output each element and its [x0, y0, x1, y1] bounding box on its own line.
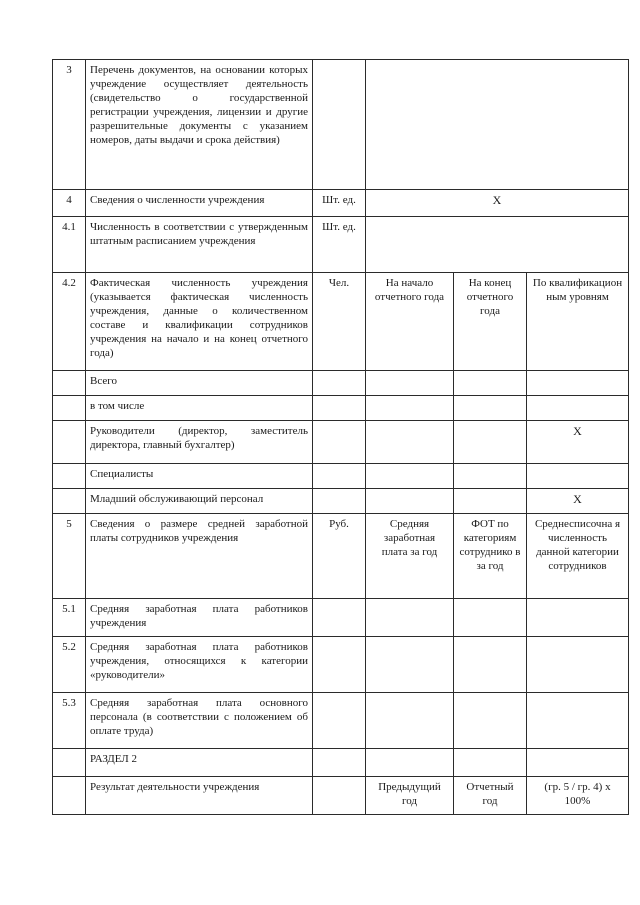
cell — [454, 693, 527, 749]
cross-mark: X — [527, 489, 629, 514]
row-description: Сведения о численности учреждения — [86, 190, 313, 217]
row-description: Сведения о размере средней заработной платы сотрудников учреждения — [86, 514, 313, 599]
row-number: 3 — [53, 60, 86, 190]
row-unit: Шт. ед. — [313, 217, 366, 273]
row-number — [53, 396, 86, 421]
cell — [366, 693, 454, 749]
row-description: Всего — [86, 371, 313, 396]
cell — [366, 489, 454, 514]
row-number — [53, 371, 86, 396]
row-value — [366, 60, 629, 190]
row-description: Фактическая численность учреждения (указывается фактическая численность учреждения, данные о количественном составе и квалификации сотрудников учреждения на начало и на конец отчетного года) — [86, 273, 313, 371]
table-row — [53, 396, 629, 421]
table-row — [53, 637, 629, 693]
cell — [366, 749, 454, 777]
table-row — [53, 60, 629, 190]
column-header-formula: (гр. 5 / гр. 4) x 100% — [527, 777, 629, 815]
row-unit: Шт. ед. — [313, 190, 366, 217]
cell — [454, 599, 527, 637]
row-number: 5.3 — [53, 693, 86, 749]
row-description: Результат деятельности учреждения — [86, 777, 313, 815]
column-header-qualification-levels: По квалификацион ным уровням — [527, 273, 629, 371]
row-number — [53, 777, 86, 815]
cell — [366, 371, 454, 396]
cell — [454, 396, 527, 421]
column-header-average-salary: Средняя заработная плата за год — [366, 514, 454, 599]
table-row — [53, 777, 629, 815]
cell — [366, 637, 454, 693]
row-number — [53, 464, 86, 489]
cell — [454, 489, 527, 514]
cell — [366, 396, 454, 421]
row-description: Средняя заработная плата работников учреждения, относящихся к категории «руководители» — [86, 637, 313, 693]
cell — [527, 396, 629, 421]
table-row — [53, 489, 629, 514]
row-unit — [313, 749, 366, 777]
row-number — [53, 749, 86, 777]
row-unit — [313, 421, 366, 464]
row-description: Средняя заработная плата основного персонала (в соответствии с положением об оплате труда) — [86, 693, 313, 749]
row-description: Численность в соответствии с утвержденным штатным расписанием учреждения — [86, 217, 313, 273]
cross-mark: X — [366, 190, 629, 217]
row-unit — [313, 60, 366, 190]
cell — [527, 693, 629, 749]
row-unit — [313, 371, 366, 396]
row-description: Руководители (директор, заместитель директора, главный бухгалтер) — [86, 421, 313, 464]
column-header-previous-year: Предыдущий год — [366, 777, 454, 815]
report-table — [52, 59, 629, 815]
column-header-headcount: Среднесписочна я численность данной категории сотрудников — [527, 514, 629, 599]
column-header-start-of-year: На начало отчетного года — [366, 273, 454, 371]
cell — [366, 421, 454, 464]
row-unit — [313, 396, 366, 421]
row-number: 4.1 — [53, 217, 86, 273]
cell — [366, 464, 454, 489]
cell — [527, 637, 629, 693]
row-unit — [313, 489, 366, 514]
table-row — [53, 599, 629, 637]
section-heading: РАЗДЕЛ 2 — [86, 749, 313, 777]
table-row — [53, 464, 629, 489]
table-row — [53, 217, 629, 273]
cell — [527, 464, 629, 489]
row-number: 5 — [53, 514, 86, 599]
row-unit — [313, 637, 366, 693]
table-row — [53, 190, 629, 217]
column-header-payroll-fund: ФОТ по категориям сотруднико в за год — [454, 514, 527, 599]
cell — [527, 371, 629, 396]
row-number: 5.2 — [53, 637, 86, 693]
column-header-reporting-year: Отчетный год — [454, 777, 527, 815]
cell — [454, 637, 527, 693]
table-row — [53, 749, 629, 777]
row-number — [53, 489, 86, 514]
column-header-end-of-year: На конец отчетного года — [454, 273, 527, 371]
table-row — [53, 273, 629, 371]
row-description: в том числе — [86, 396, 313, 421]
row-unit — [313, 599, 366, 637]
cell — [454, 371, 527, 396]
cell — [454, 464, 527, 489]
cell — [454, 421, 527, 464]
cell — [366, 599, 454, 637]
cross-mark: X — [527, 421, 629, 464]
row-number: 4 — [53, 190, 86, 217]
row-description: Специалисты — [86, 464, 313, 489]
row-unit — [313, 693, 366, 749]
table-row — [53, 514, 629, 599]
table-row — [53, 421, 629, 464]
cell — [527, 599, 629, 637]
cell — [454, 749, 527, 777]
table-row — [53, 693, 629, 749]
row-description: Перечень документов, на основании которых учреждение осуществляет деятельность (свидетельство о государственной регистрации учреждения, лицензии и другие разрешительные документы с указанием номеров, даты выдачи и срока действия) — [86, 60, 313, 190]
row-number: 4.2 — [53, 273, 86, 371]
cell — [527, 749, 629, 777]
row-description: Младший обслуживающий персонал — [86, 489, 313, 514]
row-unit — [313, 464, 366, 489]
row-unit — [313, 777, 366, 815]
row-description: Средняя заработная плата работников учреждения — [86, 599, 313, 637]
table-row — [53, 371, 629, 396]
row-unit: Чел. — [313, 273, 366, 371]
row-value — [366, 217, 629, 273]
row-number: 5.1 — [53, 599, 86, 637]
row-number — [53, 421, 86, 464]
row-unit: Руб. — [313, 514, 366, 599]
